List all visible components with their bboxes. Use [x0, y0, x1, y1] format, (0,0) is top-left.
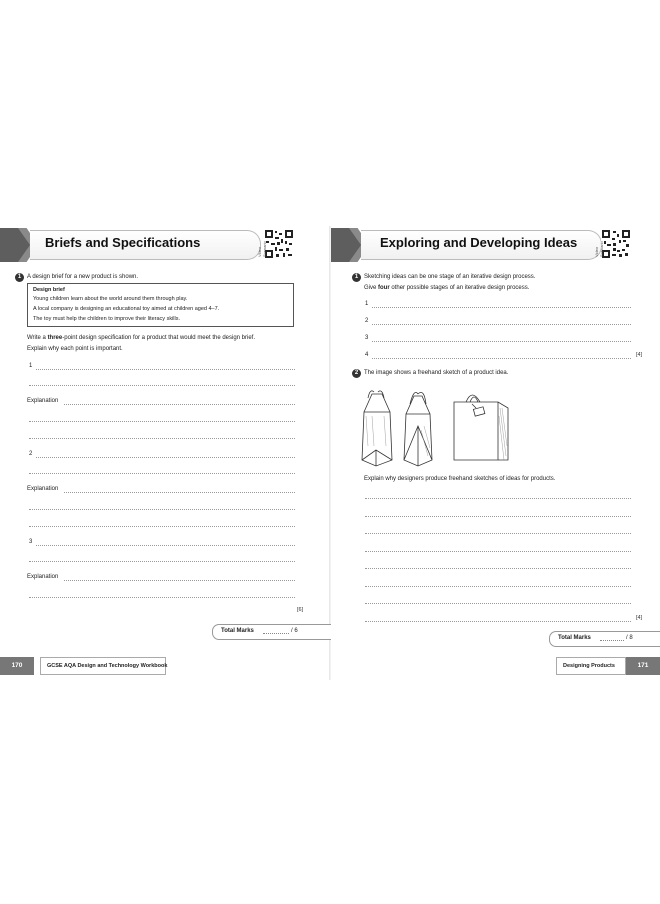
point-label: 2 [29, 451, 33, 457]
answer-line[interactable] [29, 597, 295, 598]
answer-label: 2 [365, 318, 369, 324]
instruction-bold: four [378, 285, 390, 291]
question-number: 1 [15, 273, 24, 282]
question-prompt: Sketching ideas can be one stage of an iterative design process. [364, 274, 536, 280]
explanation-label: Explanation [27, 398, 59, 404]
answer-line[interactable] [372, 358, 631, 359]
page-title: Exploring and Developing Ideas [380, 235, 578, 250]
instruction: Explain why designers produce freehand sketches of ideas for products. [364, 476, 556, 482]
qr-label: Video Scenario [257, 241, 267, 257]
instruction [364, 285, 529, 291]
answer-line[interactable] [36, 457, 295, 458]
point-label: 1 [29, 363, 33, 369]
answer-line[interactable] [29, 473, 295, 474]
answer-line[interactable] [365, 568, 631, 569]
footer-section-title: Designing Products [556, 657, 626, 675]
instruction-suffix: other possible stages of an iterative design process. [389, 285, 530, 291]
brief-line: Young children learn about the world around them through play. [33, 296, 188, 302]
total-marks-box [212, 624, 331, 640]
qr-code-icon[interactable] [601, 229, 631, 259]
answer-line[interactable] [365, 603, 631, 604]
bag-sketch-image [358, 386, 518, 468]
total-marks-box [549, 631, 660, 647]
answer-line[interactable] [29, 438, 295, 439]
brief-heading: Design brief [33, 287, 65, 293]
answer-line[interactable] [365, 533, 631, 534]
page-title: Briefs and Specifications [45, 235, 201, 250]
answer-line[interactable] [29, 526, 295, 527]
right-header-banner [331, 228, 631, 262]
answer-line[interactable] [36, 369, 295, 370]
instruction-bold: three [47, 335, 63, 341]
answer-line[interactable] [365, 586, 631, 587]
total-marks-dots [263, 633, 289, 634]
total-marks-label: Total Marks [221, 628, 254, 634]
answer-label: 1 [365, 301, 369, 307]
marks-label: [4] [636, 352, 643, 358]
answer-line[interactable] [365, 621, 631, 622]
answer-line[interactable] [372, 307, 631, 308]
question-number: 2 [352, 369, 361, 378]
answer-label: 4 [365, 352, 369, 358]
brief-line: A local company is designing an educational toy aimed at children aged 4–7. [33, 306, 220, 312]
answer-line[interactable] [64, 492, 295, 493]
answer-line[interactable] [365, 551, 631, 552]
explanation-label: Explanation [27, 486, 59, 492]
marks-label: [6] [297, 607, 304, 613]
answer-line[interactable] [36, 545, 295, 546]
instruction-prefix: Give [364, 285, 379, 291]
total-marks-value: / 8 [626, 635, 633, 641]
qr-code-icon[interactable] [264, 229, 294, 259]
answer-line[interactable] [372, 341, 631, 342]
question-prompt: A design brief for a new product is shown. [27, 274, 139, 280]
question-prompt: The image shows a freehand sketch of a product idea. [364, 370, 509, 376]
answer-line[interactable] [365, 498, 631, 499]
total-marks-dots [600, 640, 624, 641]
answer-line[interactable] [29, 509, 295, 510]
instruction-prefix: Write a [27, 335, 48, 341]
answer-line[interactable] [64, 404, 295, 405]
page-number: 170 [0, 657, 34, 675]
question-number: 1 [352, 273, 361, 282]
qr-label: Video Scenario [594, 241, 604, 257]
page-number: 171 [626, 657, 660, 675]
instruction [27, 335, 255, 341]
point-label: 3 [29, 539, 33, 545]
answer-line[interactable] [29, 385, 295, 386]
explanation-label: Explanation [27, 574, 59, 580]
answer-line[interactable] [29, 561, 295, 562]
answer-line[interactable] [365, 516, 631, 517]
total-marks-label: Total Marks [558, 635, 591, 641]
footer-book-title: GCSE AQA Design and Technology Workbook [40, 657, 166, 675]
total-marks-value: / 6 [291, 628, 298, 634]
left-header-banner [0, 228, 300, 262]
instruction-2: Explain why each point is important. [27, 346, 123, 352]
answer-line[interactable] [372, 324, 631, 325]
marks-label: [4] [636, 615, 643, 621]
brief-line: The toy must help the children to improve their literacy skills. [33, 316, 181, 322]
instruction-suffix: -point design specification for a product that would meet the design brief. [62, 335, 256, 341]
answer-label: 3 [365, 335, 369, 341]
answer-line[interactable] [64, 580, 295, 581]
gutter [329, 226, 331, 680]
answer-line[interactable] [29, 421, 295, 422]
